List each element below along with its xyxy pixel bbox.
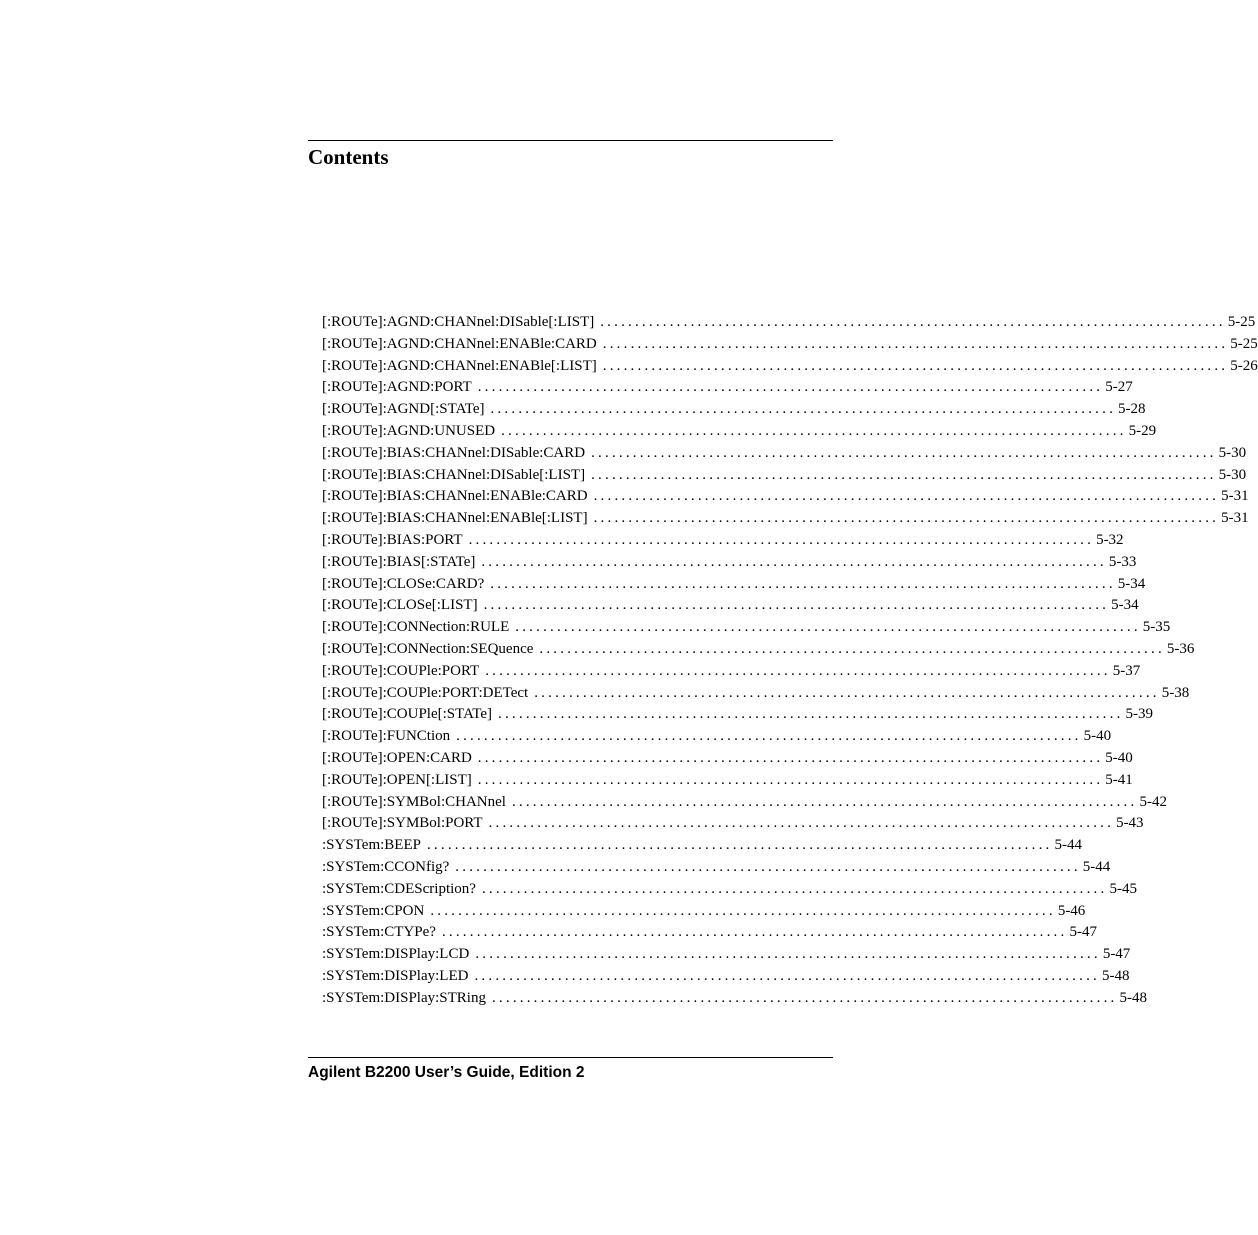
- toc-entry-label: [:ROUTe]:AGND[:STATe]: [322, 401, 485, 418]
- dot-leader: ..........................................................................................: [593, 488, 1220, 505]
- toc-entry[interactable]: [322, 574, 1146, 596]
- dot-leader: ..........................................................................................: [477, 771, 1104, 788]
- toc-entry-label: [:ROUTe]:OPEN[:LIST]: [322, 771, 472, 788]
- toc-entry[interactable]: [322, 508, 1249, 530]
- toc-entry-page-number: 5-39: [1125, 706, 1154, 723]
- toc-entry[interactable]: [322, 465, 1247, 487]
- toc-entry-label: [:ROUTe]:CLOSe:CARD?: [322, 575, 485, 592]
- toc-entry-label: :SYSTem:DISPlay:STRing: [322, 989, 486, 1006]
- dot-leader: ..........................................................................................: [441, 924, 1068, 941]
- dot-leader: ..........................................................................................: [511, 793, 1138, 810]
- toc-entry[interactable]: [322, 770, 1133, 792]
- page-footer: Agilent B2200 User’s Guide, Edition 2: [308, 1064, 585, 1081]
- toc-entry-label: :SYSTem:CDEScription?: [322, 880, 476, 897]
- dot-leader: ..........................................................................................: [477, 749, 1104, 766]
- toc-entry[interactable]: [322, 683, 1190, 705]
- toc-entry-label: [:ROUTe]:AGND:CHANnel:ENABle[:LIST]: [322, 357, 597, 374]
- toc-entry-label: [:ROUTe]:SYMBol:CHANnel: [322, 793, 506, 810]
- toc-entry-page-number: 5-31: [1221, 488, 1249, 505]
- toc-entry-label: [:ROUTe]:BIAS[:STATe]: [322, 553, 476, 570]
- toc-entry-page-number: 5-48: [1101, 967, 1130, 984]
- toc-entry[interactable]: [322, 988, 1147, 1010]
- toc-entry-page-number: 5-44: [1082, 858, 1111, 875]
- toc-entry[interactable]: [322, 661, 1141, 683]
- dot-leader: ..........................................................................................: [491, 989, 1118, 1006]
- toc-entry[interactable]: [322, 966, 1130, 988]
- dot-leader: ..........................................................................................: [501, 422, 1127, 439]
- toc-entry-page-number: 5-30: [1218, 466, 1247, 483]
- toc-entry-page-number: 5-34: [1117, 575, 1146, 592]
- toc-entry-label: [:ROUTe]:COUPle:PORT:DETect: [322, 684, 529, 701]
- top-divider: [308, 140, 833, 141]
- toc-entry-page-number: 5-28: [1118, 401, 1146, 418]
- dot-leader: ..........................................................................................: [539, 640, 1165, 657]
- toc-entry-page-number: 5-42: [1139, 793, 1167, 810]
- toc-entry[interactable]: [322, 835, 1082, 857]
- toc-entry-label: [:ROUTe]:AGND:PORT: [322, 379, 472, 396]
- toc-entry[interactable]: [322, 813, 1144, 835]
- dot-leader: ..........................................................................................: [430, 902, 1056, 919]
- toc-entry-label: [:ROUTe]:BIAS:CHANnel:DISable:CARD: [322, 444, 586, 461]
- dot-leader: ..........................................................................................: [591, 466, 1217, 483]
- toc-entry-page-number: 5-38: [1161, 684, 1190, 701]
- dot-leader: ..........................................................................................: [490, 401, 1117, 418]
- toc-entry-label: [:ROUTe]:BIAS:CHANnel:ENABle[:LIST]: [322, 510, 588, 527]
- toc-entry-page-number: 5-25: [1227, 314, 1256, 330]
- toc-entry-page-number: 5-32: [1096, 531, 1124, 548]
- toc-entry[interactable]: [322, 639, 1195, 661]
- toc-entry-label: [:ROUTe]:SYMBol:PORT: [322, 815, 483, 832]
- toc-entry-label: [:ROUTe]:CLOSe[:LIST]: [322, 597, 478, 614]
- toc-entry-page-number: 5-46: [1057, 902, 1086, 919]
- toc-entry-label: [:ROUTe]:CONNection:RULE: [322, 619, 510, 636]
- dot-leader: ..........................................................................................: [477, 379, 1104, 396]
- toc-entry-label: :SYSTem:DISPlay:LED: [322, 967, 469, 984]
- toc-entry[interactable]: [322, 486, 1249, 508]
- toc-entry-page-number: 5-47: [1102, 946, 1131, 963]
- toc-entry-page-number: 5-43: [1116, 815, 1144, 832]
- toc-entry-page-number: 5-36: [1166, 640, 1195, 657]
- dot-leader: ..........................................................................................: [602, 335, 1229, 352]
- toc-entry-page-number: 5-29: [1128, 422, 1157, 439]
- toc-entry[interactable]: [322, 399, 1146, 421]
- toc-entry-label: :SYSTem:DISPlay:LCD: [322, 946, 470, 963]
- toc-entry-page-number: 5-48: [1119, 989, 1147, 1006]
- toc-entry-label: :SYSTem:BEEP: [322, 837, 421, 854]
- toc-entry-label: :SYSTem:CTYPe?: [322, 924, 436, 941]
- toc-entry-page-number: 5-33: [1108, 553, 1137, 570]
- toc-entry-label: [:ROUTe]:BIAS:CHANnel:DISable[:LIST]: [322, 466, 586, 483]
- toc-entry-page-number: 5-31: [1221, 510, 1249, 527]
- toc-entry-page-number: 5-34: [1111, 597, 1139, 614]
- toc-entry-page-number: 5-40: [1083, 728, 1112, 745]
- toc-entry[interactable]: [322, 748, 1133, 770]
- toc-entry[interactable]: [322, 334, 1258, 356]
- toc-entry[interactable]: [322, 356, 1258, 378]
- toc-entry[interactable]: [322, 312, 1256, 334]
- toc-entry[interactable]: [322, 595, 1139, 617]
- dot-leader: ..........................................................................................: [534, 684, 1160, 701]
- dot-leader: ..........................................................................................: [481, 880, 1108, 897]
- toc-entry-label: [:ROUTe]:AGND:UNUSED: [322, 422, 496, 439]
- toc-entry[interactable]: [322, 901, 1086, 923]
- toc-entry[interactable]: [322, 377, 1133, 399]
- toc-entry-page-number: 5-25: [1230, 335, 1258, 352]
- toc-entry[interactable]: [322, 792, 1167, 814]
- toc-entry[interactable]: [322, 421, 1157, 443]
- toc-entry-page-number: 5-27: [1105, 379, 1133, 396]
- table-of-contents: [322, 312, 1258, 1010]
- toc-entry-page-number: 5-45: [1109, 880, 1137, 897]
- toc-entry-label: [:ROUTe]:COUPle[:STATe]: [322, 706, 493, 723]
- toc-entry-label: [:ROUTe]:AGND:CHANnel:ENABle:CARD: [322, 335, 597, 352]
- toc-entry[interactable]: [322, 879, 1137, 901]
- toc-entry-label: [:ROUTe]:AGND:CHANnel:DISable[:LIST]: [322, 314, 595, 330]
- toc-entry[interactable]: [322, 944, 1131, 966]
- dot-leader: ..........................................................................................: [474, 967, 1100, 984]
- dot-leader: ..........................................................................................: [591, 444, 1217, 461]
- dot-leader: ..........................................................................................: [426, 837, 1053, 854]
- dot-leader: ..........................................................................................: [455, 858, 1081, 875]
- dot-leader: ..........................................................................................: [468, 531, 1095, 548]
- toc-entry-page-number: 5-44: [1054, 837, 1082, 854]
- dot-leader: ..........................................................................................: [515, 619, 1141, 636]
- dot-leader: ..........................................................................................: [602, 357, 1229, 374]
- toc-entry[interactable]: [322, 704, 1154, 726]
- toc-entry[interactable]: [322, 552, 1137, 574]
- dot-leader: ..........................................................................................: [488, 815, 1115, 832]
- toc-entry-label: [:ROUTe]:COUPle:PORT: [322, 662, 480, 679]
- toc-entry-label: :SYSTem:CPON: [322, 902, 425, 919]
- toc-entry-label: [:ROUTe]:CONNection:SEQuence: [322, 640, 534, 657]
- toc-entry-label: [:ROUTe]:BIAS:CHANnel:ENABle:CARD: [322, 488, 588, 505]
- toc-entry-page-number: 5-47: [1069, 924, 1097, 941]
- dot-leader: ..........................................................................................: [483, 597, 1110, 614]
- toc-entry-label: [:ROUTe]:FUNCtion: [322, 728, 451, 745]
- toc-entry-label: [:ROUTe]:BIAS:PORT: [322, 531, 463, 548]
- toc-entry-page-number: 5-26: [1230, 357, 1258, 374]
- dot-leader: ..........................................................................................: [490, 575, 1116, 592]
- toc-entry[interactable]: [322, 922, 1097, 944]
- toc-entry[interactable]: [322, 857, 1111, 879]
- toc-entry[interactable]: [322, 726, 1112, 748]
- toc-entry-label: [:ROUTe]:OPEN:CARD: [322, 749, 472, 766]
- toc-entry[interactable]: [322, 617, 1171, 639]
- toc-entry-page-number: 5-30: [1218, 444, 1247, 461]
- bottom-divider: [308, 1057, 833, 1058]
- toc-entry[interactable]: [322, 443, 1247, 465]
- dot-leader: ..........................................................................................: [481, 553, 1107, 570]
- toc-entry-page-number: 5-37: [1112, 662, 1141, 679]
- toc-entry-page-number: 5-35: [1142, 619, 1171, 636]
- dot-leader: ..........................................................................................: [593, 510, 1220, 527]
- dot-leader: ..........................................................................................: [600, 314, 1226, 330]
- toc-entry[interactable]: [322, 530, 1124, 552]
- dot-leader: ..........................................................................................: [475, 946, 1101, 963]
- dot-leader: ..........................................................................................: [498, 706, 1124, 723]
- dot-leader: ..........................................................................................: [485, 662, 1111, 679]
- toc-entry-label: :SYSTem:CCONfig?: [322, 858, 450, 875]
- toc-entry-page-number: 5-41: [1105, 771, 1133, 788]
- page-title: Contents: [308, 145, 389, 169]
- toc-entry-page-number: 5-40: [1105, 749, 1133, 766]
- dot-leader: ..........................................................................................: [456, 728, 1082, 745]
